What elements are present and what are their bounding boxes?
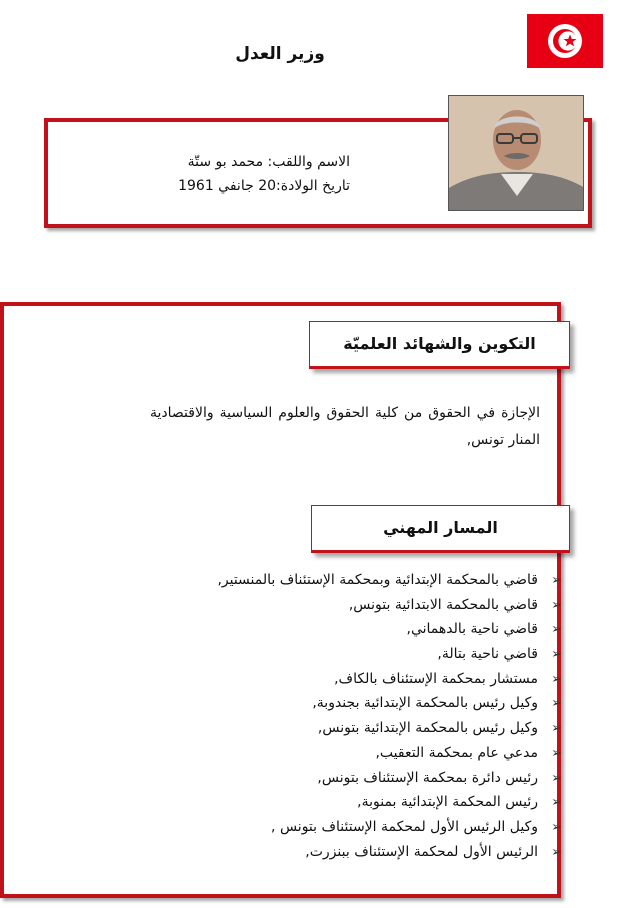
education-heading: التكوين والشهائد العلميّة xyxy=(309,321,570,369)
list-item: ➢رئيس دائرة بمحكمة الإستئناف بتونس, xyxy=(150,766,562,791)
minister-photo xyxy=(448,95,584,211)
education-text: الإجازة في الحقوق من كلية الحقوق والعلوم السياسية والاقتصادية المنار تونس, xyxy=(150,405,540,448)
tunisia-flag xyxy=(527,14,603,68)
check-arrow-icon: ➢ xyxy=(551,795,562,811)
flag-emblem-icon xyxy=(527,14,603,68)
check-arrow-icon: ➢ xyxy=(551,696,562,712)
check-arrow-icon: ➢ xyxy=(551,622,562,638)
check-arrow-icon: ➢ xyxy=(551,597,562,613)
check-arrow-icon: ➢ xyxy=(551,770,562,786)
list-item: ➢وكيل رئيس بالمحكمة الإبتدائية بتونس, xyxy=(150,716,562,741)
list-item: ➢وكيل رئيس بالمحكمة الإبتدائية بجندوبة, xyxy=(150,691,562,716)
career-heading: المسار المهني xyxy=(311,505,570,553)
identity-text xyxy=(150,150,350,198)
check-arrow-icon: ➢ xyxy=(551,844,562,860)
check-arrow-icon: ➢ xyxy=(551,671,562,687)
portrait-image xyxy=(449,96,584,211)
list-item: ➢رئيس المحكمة الإبتدائية بمنوبة, xyxy=(150,790,562,815)
name-line: الاسم واللقب: محمد بو ستّة xyxy=(187,154,350,170)
list-item: ➢وكيل الرئيس الأول لمحكمة الإستئناف بتونس , xyxy=(150,815,562,840)
list-item: ➢قاضي بالمحكمة الإبتدائية وبمحكمة الإستئناف بالمنستير, xyxy=(150,568,562,593)
birth-date-line: تاريخ الولادة:20 جانفي 1961 xyxy=(178,178,350,194)
list-item: ➢مستشار بمحكمة الإستئناف بالكاف, xyxy=(150,667,562,692)
check-arrow-icon: ➢ xyxy=(551,721,562,737)
check-arrow-icon: ➢ xyxy=(551,647,562,663)
list-item: ➢قاضي ناحية بتالة, xyxy=(150,642,562,667)
page-title: وزير العدل xyxy=(235,44,325,64)
list-item: ➢مدعي عام بمحكمة التعقيب, xyxy=(150,741,562,766)
career-list xyxy=(150,568,562,864)
check-arrow-icon: ➢ xyxy=(551,745,562,761)
list-item: ➢الرئيس الأول لمحكمة الإستئناف ببنزرت, xyxy=(150,840,562,865)
list-item: ➢قاضي بالمحكمة الابتدائية بتونس, xyxy=(150,593,562,618)
check-arrow-icon: ➢ xyxy=(551,819,562,835)
list-item: ➢قاضي ناحية بالدهماني, xyxy=(150,617,562,642)
check-arrow-icon: ➢ xyxy=(551,573,562,588)
